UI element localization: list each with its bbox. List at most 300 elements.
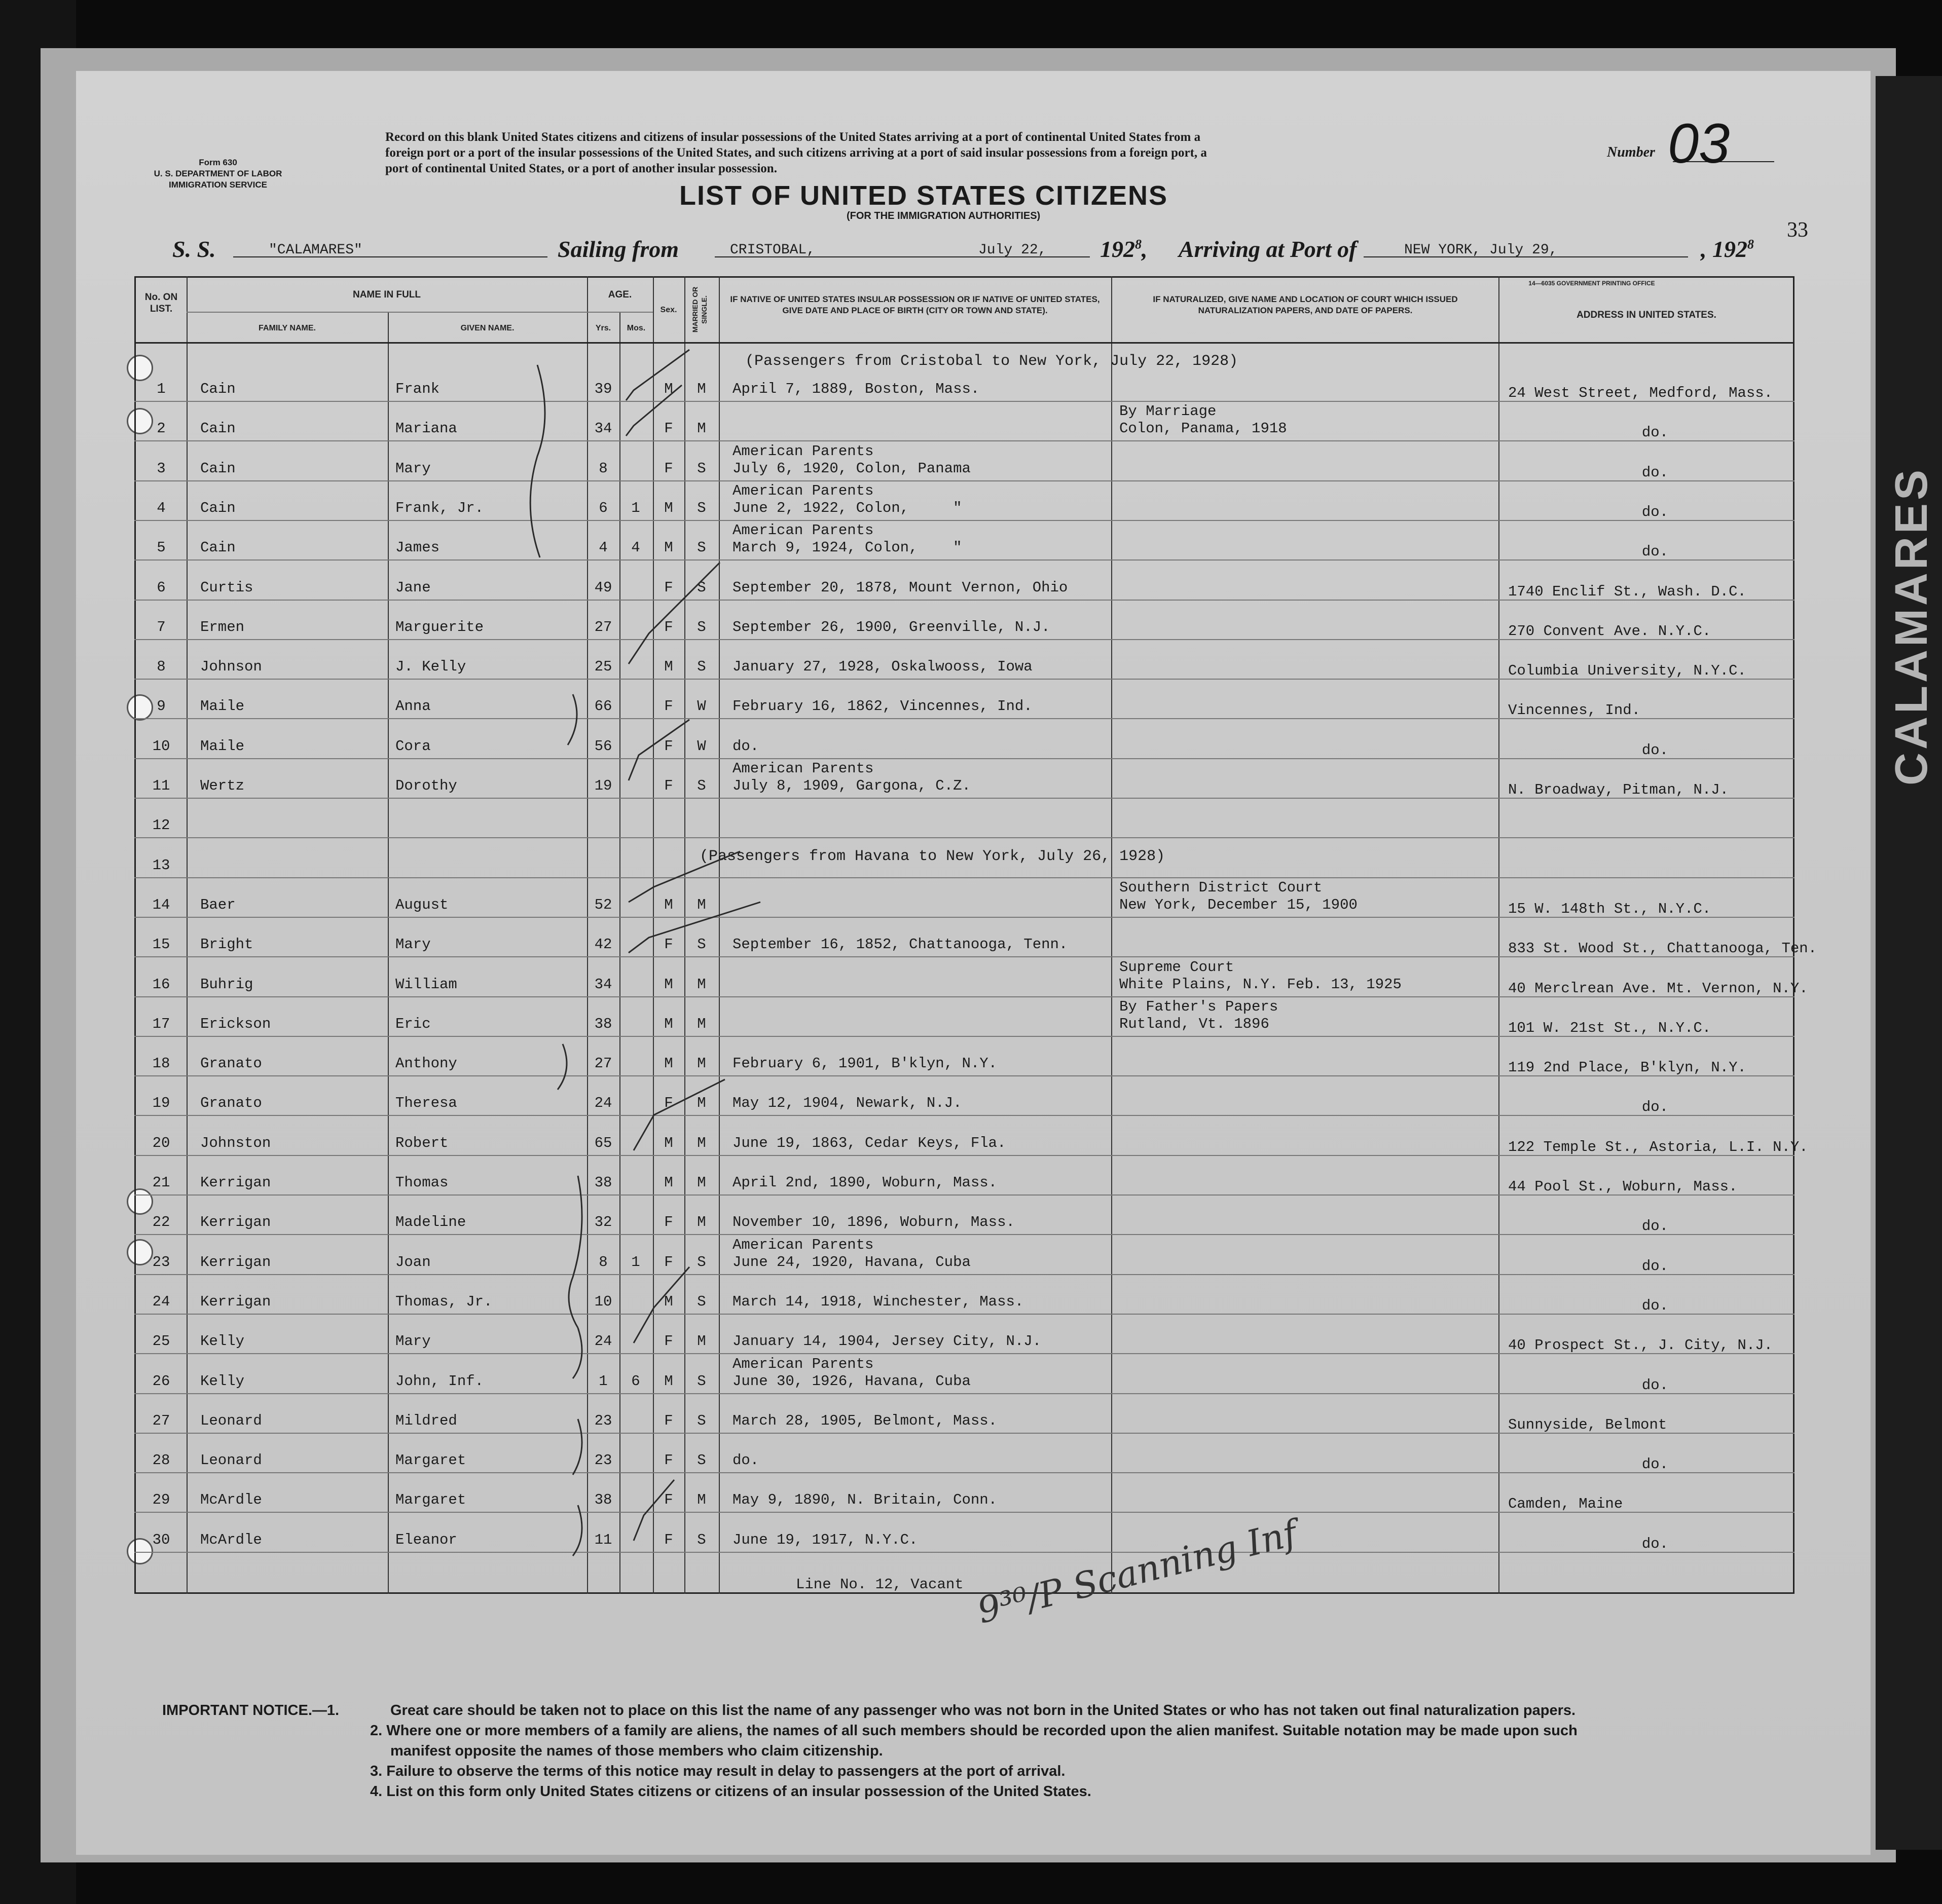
given-name: Joan bbox=[395, 1253, 431, 1271]
address: do. bbox=[1641, 1099, 1669, 1116]
row-number: 7 bbox=[157, 618, 166, 636]
col-header-no: No. ON LIST. bbox=[144, 292, 178, 314]
age-years: 38 bbox=[594, 1174, 612, 1191]
birth-date-place: September 16, 1852, Chattanooga, Tenn. bbox=[732, 936, 1068, 953]
check-mark bbox=[626, 385, 682, 436]
given-name: August bbox=[395, 896, 449, 913]
age-months: 1 bbox=[631, 1253, 640, 1271]
address: do. bbox=[1641, 464, 1669, 481]
age-years: 19 bbox=[594, 777, 612, 794]
age-years: 25 bbox=[594, 658, 612, 676]
sex: M bbox=[664, 499, 673, 516]
row-number: 17 bbox=[152, 1015, 170, 1032]
family-name: Johnston bbox=[200, 1134, 271, 1151]
marital-status: M bbox=[697, 1134, 706, 1151]
family-name: Erickson bbox=[200, 1015, 271, 1032]
row-number: 5 bbox=[157, 539, 166, 556]
given-name: Frank bbox=[395, 381, 440, 397]
sex: F bbox=[664, 936, 673, 953]
col-header-name: NAME IN FULL bbox=[352, 289, 421, 300]
age-years: 6 bbox=[599, 499, 608, 516]
col-header-married: MARRIED OR SINGLE. bbox=[691, 286, 708, 333]
arriving-label: Arriving at Port of bbox=[1179, 236, 1357, 262]
address: 15 W. 148th St., N.Y.C. bbox=[1508, 900, 1711, 917]
age-years: 8 bbox=[599, 1253, 608, 1271]
given-name: Marguerite bbox=[395, 618, 484, 636]
row-number: 27 bbox=[152, 1412, 170, 1429]
family-name: Cain bbox=[200, 499, 236, 516]
naturalization-court: Supreme Court bbox=[1119, 958, 1234, 976]
sex: M bbox=[664, 1134, 673, 1151]
marital-status: M bbox=[697, 1333, 706, 1350]
record-text-line: foreign port or a port of the insular possessions of the United States, and such citizens arriving at a port of said insular possessions from a foreign port, a bbox=[385, 146, 1207, 160]
given-name: Mildred bbox=[395, 1412, 457, 1429]
age-years: 24 bbox=[594, 1095, 612, 1112]
marital-status: S bbox=[697, 539, 706, 556]
age-years: 11 bbox=[594, 1531, 612, 1548]
family-brace bbox=[530, 365, 545, 557]
col-header-family: FAMILY NAME. bbox=[259, 324, 316, 332]
age-years: 23 bbox=[594, 1412, 612, 1429]
family-name: Kerrigan bbox=[200, 1214, 271, 1231]
given-name: Eric bbox=[395, 1015, 431, 1032]
address: do. bbox=[1641, 1257, 1669, 1275]
birth-date-place: June 24, 1920, Havana, Cuba bbox=[732, 1253, 971, 1271]
given-name: Robert bbox=[395, 1134, 449, 1151]
row-number: 29 bbox=[152, 1491, 170, 1509]
birth-date-place: January 14, 1904, Jersey City, N.J. bbox=[732, 1333, 1042, 1350]
family-name: Kerrigan bbox=[200, 1293, 271, 1310]
sailing-port: CRISTOBAL, bbox=[730, 242, 816, 258]
col-header-address: ADDRESS IN UNITED STATES. bbox=[1577, 310, 1716, 320]
check-mark bbox=[629, 851, 740, 902]
sex: M bbox=[664, 1293, 673, 1310]
sex: F bbox=[664, 737, 673, 755]
arriving-year: , $192^8$ bbox=[1701, 236, 1754, 262]
marital-status: S bbox=[697, 1372, 706, 1390]
age-months: 6 bbox=[631, 1372, 640, 1390]
given-name: Frank, Jr. bbox=[395, 499, 484, 516]
age-years: 39 bbox=[594, 381, 612, 397]
family-brace bbox=[569, 1176, 582, 1328]
number-label: Number bbox=[1607, 144, 1655, 160]
family-name: Buhrig bbox=[200, 976, 253, 993]
side-stamp: CALAMARES bbox=[1886, 467, 1937, 786]
marital-status: M bbox=[697, 1015, 706, 1032]
check-mark bbox=[634, 1079, 725, 1150]
family-name: Johnson bbox=[200, 658, 262, 676]
row-number: 9 bbox=[157, 698, 166, 715]
sex: F bbox=[664, 420, 673, 437]
family-name: Bright bbox=[200, 936, 253, 953]
marital-status: M bbox=[697, 381, 706, 397]
marital-status: W bbox=[697, 737, 706, 755]
row-number: 8 bbox=[157, 658, 166, 676]
age-years: 65 bbox=[594, 1134, 612, 1151]
given-name: Mary bbox=[395, 936, 431, 953]
age-years: 8 bbox=[599, 460, 608, 477]
arriving-year-digit: 8 bbox=[1747, 237, 1754, 252]
address: do. bbox=[1641, 741, 1669, 759]
address: 101 W. 21st St., N.Y.C. bbox=[1508, 1019, 1711, 1036]
marital-status: M bbox=[697, 1174, 706, 1191]
family-name: Kerrigan bbox=[200, 1174, 271, 1191]
age-years: 23 bbox=[594, 1452, 612, 1469]
check-mark bbox=[629, 563, 720, 664]
naturalization-court: By Marriage bbox=[1119, 403, 1217, 420]
birth-date-place: April 7, 1889, Boston, Mass. bbox=[732, 381, 980, 397]
age-years: 49 bbox=[594, 579, 612, 596]
given-name: Eleanor bbox=[395, 1531, 457, 1548]
birth-parentage: American Parents bbox=[732, 482, 874, 499]
address: Camden, Maine bbox=[1508, 1496, 1623, 1513]
family-brace bbox=[568, 694, 577, 745]
birth-parentage: American Parents bbox=[732, 1355, 874, 1372]
address: 24 West Street, Medford, Mass. bbox=[1508, 385, 1773, 401]
sex: F bbox=[664, 698, 673, 715]
given-name: Thomas, Jr. bbox=[395, 1293, 493, 1310]
age-years: 34 bbox=[594, 976, 612, 993]
family-name: Wertz bbox=[200, 777, 245, 794]
row-number: 21 bbox=[152, 1174, 170, 1191]
birth-parentage: American Parents bbox=[732, 442, 874, 460]
sex: F bbox=[664, 1491, 673, 1509]
given-name: James bbox=[395, 539, 440, 556]
naturalization-details: White Plains, N.Y. Feb. 13, 1925 bbox=[1119, 976, 1402, 993]
row-number: 22 bbox=[152, 1214, 170, 1231]
birth-date-place: September 20, 1878, Mount Vernon, Ohio bbox=[732, 579, 1068, 596]
service: IMMIGRATION SERVICE bbox=[169, 180, 267, 190]
address: do. bbox=[1641, 424, 1669, 441]
birth-date-place: January 27, 1928, Oskalwooss, Iowa bbox=[732, 658, 1033, 676]
department: U. S. DEPARTMENT OF LABOR bbox=[154, 169, 282, 178]
row-number: 28 bbox=[152, 1452, 170, 1469]
row-number: 16 bbox=[152, 976, 170, 993]
address: N. Broadway, Pitman, N.J. bbox=[1508, 781, 1729, 798]
age-months: 1 bbox=[631, 499, 640, 516]
marital-status: M bbox=[697, 896, 706, 913]
age-years: 27 bbox=[594, 618, 612, 636]
row-number: 3 bbox=[157, 460, 166, 477]
given-name: Mary bbox=[395, 1333, 431, 1350]
address: do. bbox=[1641, 503, 1669, 520]
address: Vincennes, Ind. bbox=[1508, 702, 1641, 719]
address: do. bbox=[1641, 1535, 1669, 1552]
address: Columbia University, N.Y.C. bbox=[1508, 662, 1746, 680]
form-number: Form 630 bbox=[199, 158, 237, 167]
notice-item-4: 4. List on this form only United States citizens or citizens of an insular possession of the United States. bbox=[370, 1783, 1091, 1800]
birth-date-place: June 30, 1926, Havana, Cuba bbox=[732, 1372, 971, 1390]
row-number: 12 bbox=[152, 817, 170, 834]
row-number: 11 bbox=[152, 777, 170, 794]
address: 1740 Enclif St., Wash. D.C. bbox=[1508, 583, 1746, 600]
col-header-age: AGE. bbox=[608, 289, 632, 300]
marital-status: S bbox=[697, 1253, 706, 1271]
sex: M bbox=[664, 1055, 673, 1072]
birth-date-place: July 8, 1909, Gargona, C.Z. bbox=[732, 777, 971, 794]
address: 270 Convent Ave. N.Y.C. bbox=[1508, 622, 1711, 640]
birth-date-place: February 6, 1901, B'klyn, N.Y. bbox=[732, 1055, 998, 1072]
page-number: 33 bbox=[1787, 218, 1808, 242]
marital-status: M bbox=[697, 1055, 706, 1072]
birth-date-place: do. bbox=[732, 737, 759, 755]
family-name: Ermen bbox=[200, 618, 245, 636]
sex: M bbox=[664, 381, 673, 397]
age-years: 32 bbox=[594, 1214, 612, 1231]
age-years: 10 bbox=[594, 1293, 612, 1310]
address: do. bbox=[1641, 1297, 1669, 1314]
list-number: 03 bbox=[1668, 113, 1730, 175]
sex: M bbox=[664, 976, 673, 993]
sex: F bbox=[664, 1253, 673, 1271]
sailing-label: Sailing from bbox=[558, 236, 679, 262]
age-years: 38 bbox=[594, 1491, 612, 1509]
family-name: Leonard bbox=[200, 1452, 262, 1469]
sex: F bbox=[664, 1531, 673, 1548]
birth-date-place: September 26, 1900, Greenville, N.J. bbox=[732, 618, 1050, 636]
age-years: 34 bbox=[594, 420, 612, 437]
naturalization-details: New York, December 15, 1900 bbox=[1119, 896, 1358, 913]
family-name: Kerrigan bbox=[200, 1253, 271, 1271]
marital-status: S bbox=[697, 658, 706, 676]
given-name: Madeline bbox=[395, 1214, 466, 1231]
address: 119 2nd Place, B'klyn, N.Y. bbox=[1508, 1059, 1746, 1076]
family-name: Maile bbox=[200, 698, 245, 715]
family-name: Cain bbox=[200, 539, 236, 556]
col-header-given: GIVEN NAME. bbox=[460, 324, 515, 332]
marital-status: S bbox=[697, 936, 706, 953]
naturalization-court: Southern District Court bbox=[1119, 879, 1323, 896]
naturalization-details: Rutland, Vt. 1896 bbox=[1119, 1015, 1269, 1032]
row-number: 20 bbox=[152, 1134, 170, 1151]
printing-office: 14—6035 GOVERNMENT PRINTING OFFICE bbox=[1528, 280, 1655, 287]
row-number: 15 bbox=[152, 936, 170, 953]
birth-date-place: May 9, 1890, N. Britain, Conn. bbox=[732, 1491, 998, 1509]
marital-status: S bbox=[697, 1452, 706, 1469]
address: 122 Temple St., Astoria, L.I. N.Y. bbox=[1508, 1138, 1808, 1155]
col-header-mos: Mos. bbox=[627, 324, 646, 332]
year-prefix: 192 bbox=[1100, 236, 1135, 262]
row-number: 19 bbox=[152, 1095, 170, 1112]
address: do. bbox=[1641, 1376, 1669, 1394]
sex: M bbox=[664, 658, 673, 676]
col-header-sex: Sex. bbox=[660, 306, 677, 314]
marital-status: M bbox=[697, 1491, 706, 1509]
marital-status: M bbox=[697, 976, 706, 993]
row-number: 14 bbox=[152, 896, 170, 913]
row-number: 10 bbox=[152, 737, 170, 755]
family-name: Curtis bbox=[200, 579, 253, 596]
family-name: Kelly bbox=[200, 1333, 245, 1350]
row-number: 30 bbox=[152, 1531, 170, 1548]
given-name: Anna bbox=[395, 698, 431, 715]
sex: F bbox=[664, 1452, 673, 1469]
sex: M bbox=[664, 1372, 673, 1390]
family-name: McArdle bbox=[200, 1491, 262, 1509]
marital-status: S bbox=[697, 1531, 706, 1548]
family-name: Cain bbox=[200, 420, 236, 437]
notice-item-3: 3. Failure to observe the terms of this notice may result in delay to passengers at the port of arrival. bbox=[370, 1763, 1066, 1779]
marital-status: S bbox=[697, 777, 706, 794]
marital-status: M bbox=[697, 420, 706, 437]
address: 44 Pool St., Woburn, Mass. bbox=[1508, 1178, 1738, 1195]
given-name: John, Inf. bbox=[395, 1372, 484, 1390]
record-text-line: port of continental United States, or a port of another insular possession. bbox=[385, 162, 777, 175]
address: 833 St. Wood St., Chattanooga, Ten. bbox=[1508, 940, 1817, 957]
sex: F bbox=[664, 460, 673, 477]
sex: F bbox=[664, 618, 673, 636]
check-mark bbox=[626, 350, 689, 400]
sex: F bbox=[664, 579, 673, 596]
birth-date-place: June 19, 1917, N.Y.C. bbox=[732, 1531, 918, 1548]
sex: M bbox=[664, 539, 673, 556]
age-years: 4 bbox=[599, 539, 608, 556]
naturalization-details: Colon, Panama, 1918 bbox=[1119, 420, 1287, 437]
given-name: Mariana bbox=[395, 420, 457, 437]
family-name: Granato bbox=[200, 1055, 262, 1072]
ss-label: S. S. bbox=[172, 236, 216, 262]
birth-date-place: November 10, 1896, Woburn, Mass. bbox=[732, 1214, 1015, 1231]
col-header-yrs: Yrs. bbox=[595, 324, 611, 332]
row-number: 4 bbox=[157, 499, 166, 516]
sailing-year-digit: 8 bbox=[1135, 237, 1142, 252]
handwritten-note: 9³⁰/P Scanning Inf bbox=[973, 1512, 1301, 1632]
family-name: Cain bbox=[200, 460, 236, 477]
ship-name: "CALAMARES" bbox=[269, 242, 362, 258]
given-name: Theresa bbox=[395, 1095, 457, 1112]
birth-date-place: March 9, 1924, Colon, " bbox=[732, 539, 962, 556]
marital-status: S bbox=[697, 1412, 706, 1429]
birth-parentage: American Parents bbox=[732, 1236, 874, 1253]
sex: F bbox=[664, 1333, 673, 1350]
address: 40 Prospect St., J. City, N.J. bbox=[1508, 1337, 1773, 1354]
section-header-cristobal: (Passengers from Cristobal to New York, July 22, 1928) bbox=[745, 353, 1238, 370]
given-name: J. Kelly bbox=[395, 658, 466, 676]
sex: F bbox=[664, 777, 673, 794]
notice-item-2-cont: manifest opposite the names of those members who claim citizenship. bbox=[390, 1743, 883, 1759]
marital-status: S bbox=[697, 460, 706, 477]
row-number: 1 bbox=[157, 381, 166, 397]
family-name: Kelly bbox=[200, 1372, 245, 1390]
birth-date-place: March 28, 1905, Belmont, Mass. bbox=[732, 1412, 998, 1429]
marital-status: W bbox=[697, 698, 706, 715]
row-number: 13 bbox=[152, 856, 170, 874]
marital-status: M bbox=[697, 1095, 706, 1112]
notice-label: IMPORTANT NOTICE.—1. bbox=[162, 1702, 340, 1719]
vacant-line-note: Line No. 12, Vacant bbox=[796, 1576, 964, 1593]
check-mark bbox=[634, 1480, 674, 1541]
address: Sunnyside, Belmont bbox=[1508, 1416, 1667, 1433]
given-name: Dorothy bbox=[395, 777, 457, 794]
row-number: 6 bbox=[157, 579, 166, 596]
birth-date-place: April 2nd, 1890, Woburn, Mass. bbox=[732, 1174, 998, 1191]
naturalization-court: By Father's Papers bbox=[1119, 998, 1278, 1015]
birth-date-place: February 16, 1862, Vincennes, Ind. bbox=[732, 698, 1033, 715]
age-years: 27 bbox=[594, 1055, 612, 1072]
page-title: LIST OF UNITED STATES CITIZENS bbox=[679, 180, 1168, 211]
birth-parentage: American Parents bbox=[732, 522, 874, 539]
marital-status: S bbox=[697, 579, 706, 596]
age-years: 24 bbox=[594, 1333, 612, 1350]
birth-date-place: do. bbox=[732, 1452, 759, 1469]
sex: M bbox=[664, 1174, 673, 1191]
age-months: 4 bbox=[631, 539, 640, 556]
family-brace bbox=[558, 1044, 567, 1090]
marital-status: S bbox=[697, 499, 706, 516]
check-mark bbox=[629, 720, 689, 780]
sex: M bbox=[664, 1015, 673, 1032]
family-name: McArdle bbox=[200, 1531, 262, 1548]
birth-date-place: March 14, 1918, Winchester, Mass. bbox=[732, 1293, 1024, 1310]
address: 40 Merclrean Ave. Mt. Vernon, N.Y. bbox=[1508, 980, 1808, 997]
birth-date-place: May 12, 1904, Newark, N.J. bbox=[732, 1095, 962, 1112]
sex: F bbox=[664, 1412, 673, 1429]
row-number: 26 bbox=[152, 1372, 170, 1390]
check-mark bbox=[629, 902, 760, 953]
given-name: Margaret bbox=[395, 1491, 466, 1509]
row-number: 18 bbox=[152, 1055, 170, 1072]
birth-date-place: July 6, 1920, Colon, Panama bbox=[732, 460, 971, 477]
col-header-naturalized: IF NATURALIZED, GIVE NAME AND LOCATION OF COURT WHICH ISSUED NATURALIZATION PAPERS, AND DATE OF PAPERS. bbox=[1153, 294, 1458, 315]
sailing-year: $192^8$, bbox=[1100, 236, 1148, 262]
birth-parentage: American Parents bbox=[732, 760, 874, 777]
family-name: Granato bbox=[200, 1095, 262, 1112]
year-prefix: 192 bbox=[1712, 236, 1747, 262]
sailing-date: July 22, bbox=[978, 242, 1047, 258]
sex: F bbox=[664, 1214, 673, 1231]
marital-status: S bbox=[697, 618, 706, 636]
address: do. bbox=[1641, 1456, 1669, 1473]
record-text-line: Record on this blank United States citizens and citizens of insular possessions of the United States arriving at a port of continental United States from a bbox=[385, 130, 1201, 144]
sex: M bbox=[664, 896, 673, 913]
family-brace bbox=[573, 1328, 582, 1378]
row-number: 25 bbox=[152, 1333, 170, 1350]
given-name: William bbox=[395, 976, 457, 993]
given-name: Cora bbox=[395, 737, 431, 755]
arriving-port: NEW YORK, July 29, bbox=[1404, 242, 1558, 258]
age-years: 52 bbox=[594, 896, 612, 913]
age-years: 42 bbox=[594, 936, 612, 953]
row-number: 24 bbox=[152, 1293, 170, 1310]
given-name: Margaret bbox=[395, 1452, 466, 1469]
address: do. bbox=[1641, 543, 1669, 561]
family-brace bbox=[573, 1505, 582, 1556]
family-name: Cain bbox=[200, 381, 236, 397]
birth-date-place: June 2, 1922, Colon, " bbox=[732, 499, 962, 516]
family-name: Maile bbox=[200, 737, 245, 755]
sex: F bbox=[664, 1095, 673, 1112]
check-mark bbox=[634, 1267, 689, 1343]
age-years: 56 bbox=[594, 737, 612, 755]
age-years: 38 bbox=[594, 1015, 612, 1032]
col-header-birth: IF NATIVE OF UNITED STATES INSULAR POSSESSION OR IF NATIVE OF UNITED STATES, GIVE DATE AND PLACE OF BIRTH (CITY OR TOWN AND STATE). bbox=[730, 294, 1100, 315]
notice-item-2: 2. Where one or more members of a family are aliens, the names of all such members should be recorded upon the alien manifest. Suitable notation may be made upon such bbox=[370, 1723, 1578, 1739]
address: do. bbox=[1641, 1218, 1669, 1235]
page-subtitle: (FOR THE IMMIGRATION AUTHORITIES) bbox=[847, 210, 1041, 221]
notice-item-1: Great care should be taken not to place on this list the name of any passenger who was not born in the United States or who has not taken out final naturalization papers. bbox=[390, 1702, 1576, 1719]
family-name: Leonard bbox=[200, 1412, 262, 1429]
family-brace bbox=[573, 1419, 582, 1475]
given-name: Anthony bbox=[395, 1055, 457, 1072]
family-name: Baer bbox=[200, 896, 236, 913]
section-header-havana: (Passengers from Havana to New York, July 26, 1928) bbox=[700, 848, 1165, 865]
row-number: 23 bbox=[152, 1253, 170, 1271]
row-number: 2 bbox=[157, 420, 166, 437]
age-years: 66 bbox=[594, 698, 612, 715]
birth-date-place: June 19, 1863, Cedar Keys, Fla. bbox=[732, 1134, 1006, 1151]
age-years: 1 bbox=[599, 1372, 608, 1390]
given-name: Jane bbox=[395, 579, 431, 596]
